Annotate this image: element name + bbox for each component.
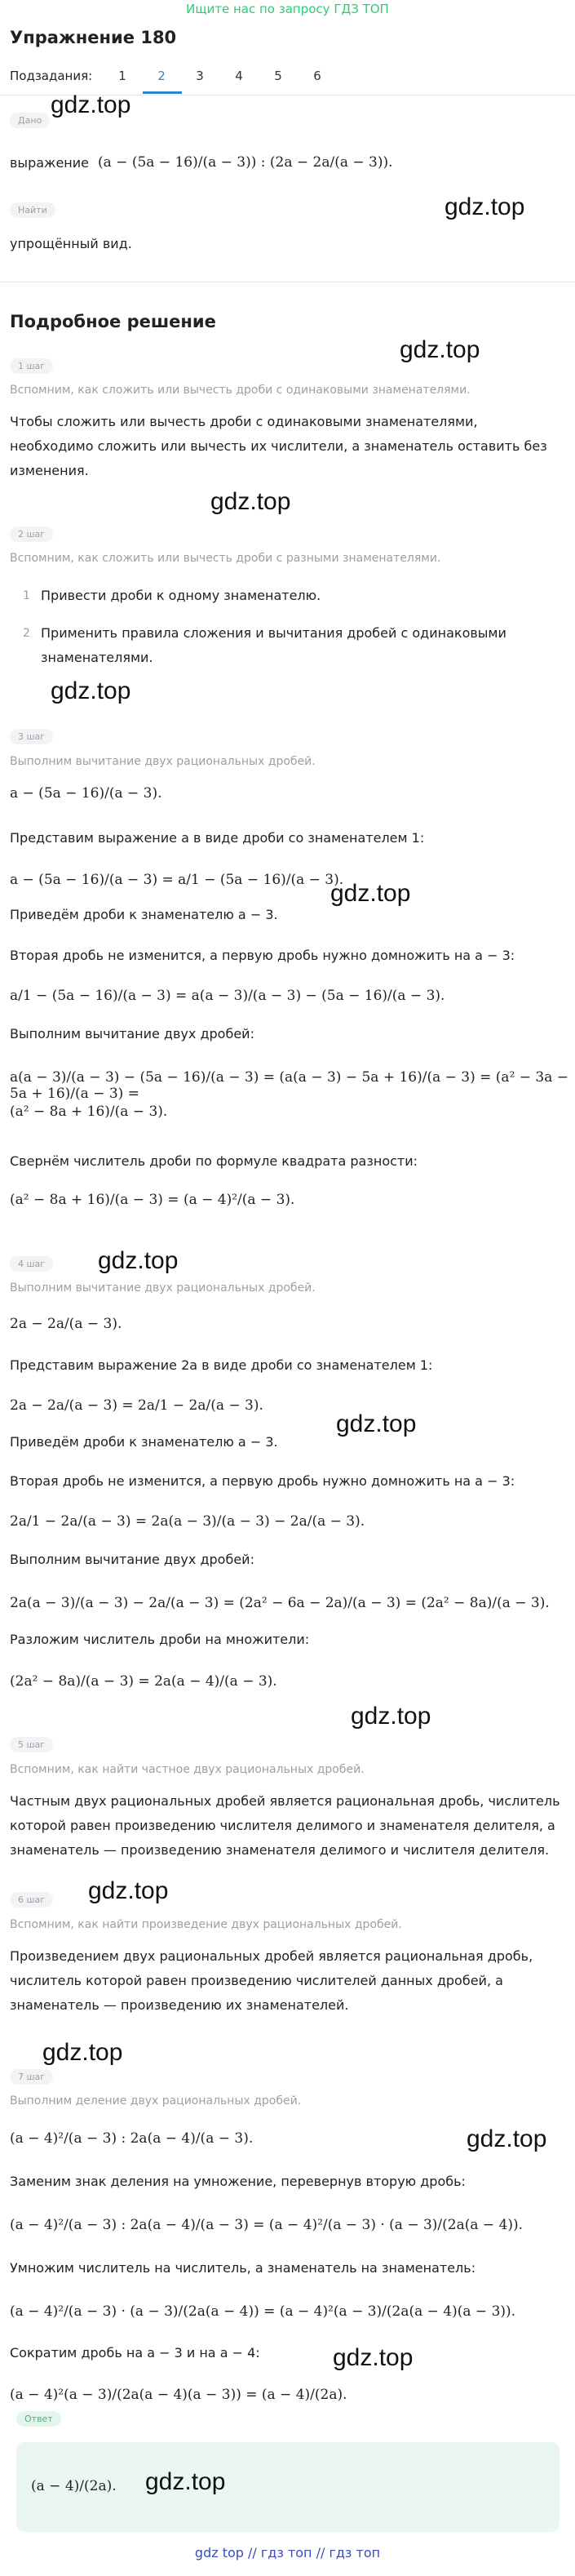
math-expression: 2a − 2a/(a − 3). [10,1316,122,1332]
list-item: Применить правила сложения и вычитания дробей с одинаковыми [41,625,506,641]
step-text: Вторая дробь не изменится, а первую дробь нужно домножить на a − 3: [10,1473,515,1489]
math-expression: a − (5a − 16)/(a − 3) = a/1 − (5a − 16)/(a − 3). [10,872,344,888]
math-expression: 2a(a − 3)/(a − 3) − 2a/(a − 3) = (2a² − 6a − 2a)/(a − 3) = (2a² − 8a)/(a − 3). [10,1595,550,1611]
subtask-tab-5[interactable]: 5 [274,69,282,83]
list-number: 2 [23,627,30,640]
step-text: Вторая дробь не изменится, а первую дробь нужно домножить на a − 3: [10,948,515,963]
step-text: которой равен произведению числителя делимого и знаменателя делителя, а [10,1818,555,1833]
step-hint: Вспомним, как сложить или вычесть дроби с одинаковыми знаменателями. [10,384,471,397]
step-label: 5 шаг [10,1737,53,1752]
watermark: gdz.top [400,336,480,363]
subtasks-label: Подзадания: [10,69,93,83]
math-expression: (2a² − 8a)/(a − 3) = 2a(a − 4)/(a − 3). [10,1673,277,1690]
step-text: Выполним вычитание двух дробей: [10,1552,254,1567]
watermark: gdz.top [333,2344,414,2371]
step-text: Заменим знак деления на умножение, перевернув вторую дробь: [10,2174,466,2189]
watermark: gdz.top [210,488,291,515]
watermark: gdz.top [467,2125,547,2152]
math-expression: (a − 4)²/(a − 3) · (a − 3)/(2a(a − 4)) = (a − 4)²(a − 3)/(2a(a − 4)(a − 3)). [10,2303,516,2320]
step-text: Приведём дроби к знаменателю a − 3. [10,907,278,922]
given-text: выражение [10,155,89,171]
find-badge: Найти [10,202,55,218]
subtask-tab-3[interactable]: 3 [196,69,204,83]
step-text: Чтобы сложить или вычесть дроби с одинаковыми знаменателями, [10,414,478,429]
step-text: Частным двух рациональных дробей является рациональная дробь, числитель [10,1793,560,1809]
find-text: упрощённый вид. [10,236,132,251]
step-label: 4 шаг [10,1256,53,1272]
step-text: Приведём дроби к знаменателю a − 3. [10,1434,278,1450]
watermark: gdz.top [42,2039,123,2066]
math-expression: 2a/1 − 2a/(a − 3) = 2a(a − 3)/(a − 3) − 2a/(a − 3). [10,1513,365,1530]
watermark: gdz.top [88,1877,169,1904]
given-badge: Дано [10,113,50,128]
step-text: Выполним вычитание двух дробей: [10,1026,254,1042]
answer-badge: Ответ [16,2411,61,2427]
step-text: Разложим числитель дроби на множители: [10,1632,310,1647]
step-text: Сократим дробь на a − 3 и на a − 4: [10,2345,260,2361]
step-hint: Выполним вычитание двух рациональных дробей. [10,755,316,768]
math-expression: (a − 4)²/(a − 3) : 2a(a − 4)/(a − 3) = (a − 4)²/(a − 3) · (a − 3)/(2a(a − 4)). [10,2217,524,2233]
step-hint: Выполним деление двух рациональных дробей. [10,2094,302,2107]
step-text: знаменатель — произведению знаменателя делимого и числителя делителя. [10,1842,550,1858]
math-expression: (a − 4)²/(a − 3) : 2a(a − 4)/(a − 3). [10,2130,254,2147]
list-number: 1 [23,589,30,602]
step-hint: Вспомним, как найти частное двух рациональных дробей. [10,1763,365,1776]
math-expression: 2a − 2a/(a − 3) = 2a/1 − 2a/(a − 3). [10,1397,263,1414]
step-label: 1 шаг [10,358,53,374]
given-expression: (a − (5a − 16)/(a − 3)) : (2a − 2a/(a − 3)). [98,154,393,171]
step-label: 3 шаг [10,729,53,744]
math-expression: (a − 4)²(a − 3)/(2a(a − 4)(a − 3)) = (a − 4)/(2a). [10,2387,347,2403]
math-expression: (a² − 8a + 16)/(a − 3) = (a − 4)²/(a − 3). [10,1192,295,1208]
list-item: Привести дроби к одному знаменателю. [41,588,321,603]
footer-links[interactable]: gdz top // гдз топ // гдз топ [194,2545,381,2560]
list-item: знаменателями. [41,650,153,665]
watermark: gdz.top [51,91,131,118]
step-text: Умножим числитель на числитель, а знаменатель на знаменатель: [10,2260,476,2276]
step-text: необходимо сложить или вычесть их числители, а знаменатель оставить без [10,438,547,454]
watermark: gdz.top [330,880,411,907]
step-hint: Вспомним, как найти произведение двух рациональных дробей. [10,1918,402,1931]
math-expression: a(a − 3)/(a − 3) − (5a − 16)/(a − 3) = (a(a − 3) − 5a + 16)/(a − 3) = (a² − 3a − 5a + 16)/(a − 3) = [10,1069,569,1102]
watermark: gdz.top [445,193,525,220]
answer-expression: (a − 4)/(2a). [31,2478,117,2494]
step-text: числитель которой равен произведению числителей данных дробей, а [10,1973,503,1988]
step-text: Представим выражение 2a в виде дроби со знаменателем 1: [10,1357,433,1373]
step-text: знаменатель — произведению их знаменателей. [10,1997,349,2013]
step-label: 2 шаг [10,526,53,542]
math-expression: a/1 − (5a − 16)/(a − 3) = a(a − 3)/(a − 3) − (5a − 16)/(a − 3). [10,988,445,1004]
step-label: 6 шаг [10,1892,53,1908]
subtask-tab-6[interactable]: 6 [313,69,321,83]
step-text: Произведением двух рациональных дробей является рациональная дробь, [10,1948,533,1964]
watermark: gdz.top [351,1703,431,1730]
step-text: Представим выражение a в виде дроби со знаменателем 1: [10,830,425,846]
search-banner[interactable]: Ищите нас по запросу ГДЗ ТОП [186,2,389,16]
step-hint: Выполним вычитание двух рациональных дробей. [10,1281,316,1295]
subtask-tab-1[interactable]: 1 [118,69,126,83]
step-text: Свернём числитель дроби по формуле квадрата разности: [10,1153,418,1169]
subtask-tab-4[interactable]: 4 [235,69,243,83]
math-expression: a − (5a − 16)/(a − 3). [10,785,162,802]
solution-title: Подробное решение [10,312,216,331]
step-hint: Вспомним, как сложить или вычесть дроби с разными знаменателями. [10,552,441,565]
watermark: gdz.top [336,1410,417,1437]
watermark: gdz.top [51,677,131,704]
step-text: изменения. [10,463,89,478]
math-expression: (a² − 8a + 16)/(a − 3). [10,1104,168,1120]
watermark: gdz.top [145,2468,226,2495]
watermark: gdz.top [98,1247,179,1274]
active-tab-indicator [143,91,182,94]
subtask-tab-2[interactable]: 2 [157,69,166,83]
step-label: 7 шаг [10,2069,53,2085]
page-title: Упражнение 180 [10,28,177,47]
